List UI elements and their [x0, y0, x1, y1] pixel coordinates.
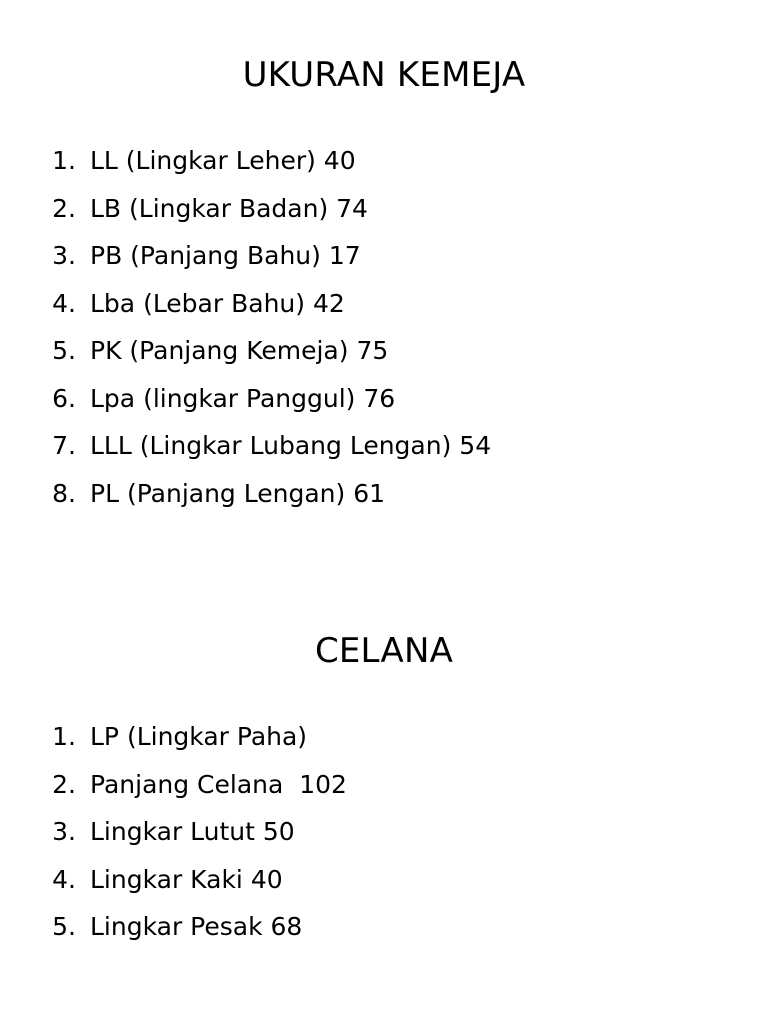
item-number: 4.: [52, 864, 76, 894]
item-number: 6.: [52, 383, 76, 413]
item-text: Lpa (lingkar Panggul) 76: [90, 383, 396, 413]
item-text: Lingkar Lutut 50: [90, 817, 295, 846]
item-text: LB (Lingkar Badan) 74: [90, 193, 368, 223]
item-number: 7.: [52, 431, 76, 460]
item-text: Lba (Lebar Bahu) 42: [90, 288, 345, 318]
item-text: Panjang Celana 102: [90, 769, 347, 799]
item-text: LL (Lingkar Leher) 40: [90, 146, 356, 175]
shirt-size-title: UKURAN KEMEJA: [242, 55, 526, 95]
item-number: 3.: [52, 817, 76, 846]
item-text: LP (Lingkar Paha): [90, 722, 308, 751]
item-text: PB (Panjang Bahu) 17: [90, 241, 361, 270]
pants-size-title: CELANA: [314, 631, 454, 671]
item-text: PK (Panjang Kemeja) 75: [90, 336, 389, 365]
item-number: 2.: [52, 769, 76, 799]
item-text: PL (Panjang Lengan) 61: [90, 478, 386, 508]
item-number: 5.: [52, 336, 76, 365]
item-number: 8.: [52, 478, 76, 508]
item-text: Lingkar Pesak 68: [90, 912, 303, 941]
item-number: 4.: [52, 288, 76, 318]
item-text: LLL (Lingkar Lubang Lengan) 54: [90, 431, 492, 460]
item-number: 2.: [52, 193, 76, 223]
item-number: 1.: [52, 146, 76, 175]
item-number: 3.: [52, 241, 76, 270]
item-text: Lingkar Kaki 40: [90, 864, 283, 894]
item-number: 1.: [52, 722, 76, 751]
item-number: 5.: [52, 912, 76, 941]
